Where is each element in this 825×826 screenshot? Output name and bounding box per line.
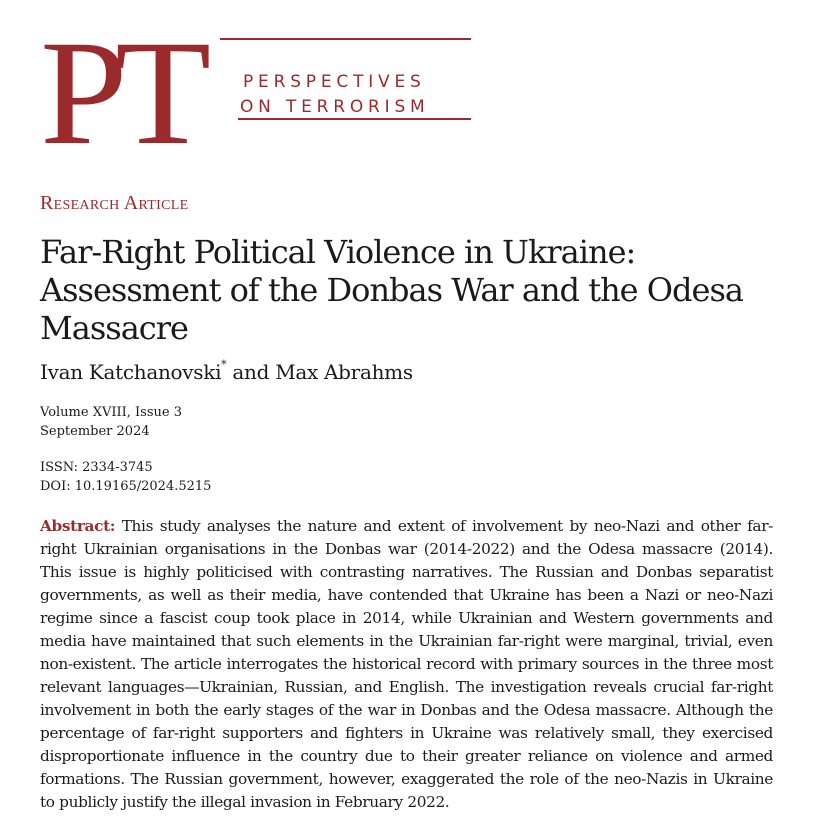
logo-bottom-rule xyxy=(238,118,471,120)
identifiers xyxy=(40,458,211,496)
issue-info xyxy=(40,403,182,441)
issn: ISSN: 2334-3745 xyxy=(40,460,153,475)
article-type-label: Research Article xyxy=(40,192,189,214)
abstract-label: Abstract: xyxy=(40,517,116,535)
author-footnote-mark[interactable]: * xyxy=(221,358,227,371)
logo-line-on-terrorism: ON TERRORISM xyxy=(240,97,430,117)
logo-line-perspectives: PERSPECTIVES xyxy=(243,72,426,92)
author-2: and Max Abrahms xyxy=(226,360,413,384)
abstract-text: This study analyses the nature and extent of involvement by neo-Nazi and other far-right Ukrainian organisations in the Donbas war (2014-2022) and the Odesa massacre (2014). This issue is highly politicised with contrasting narratives. The Russian and Donbas separatist governments, as well as their media, have contended that Ukraine has been a Nazi or neo-Nazi regime since a fascist coup took place in 2014, while Ukrainian and Western governments and media have maintained that such elements in the Ukrainian far-right were marginal, trivial, even non-existent. The article interrogates the historical record with primary sources in the three most relevant languages—Ukrainian, Russian, and English. The investigation reveals crucial far-right involvement in both the early stages of the war in Donbas and the Odesa massacre. Although the percentage of far-right supporters and fighters in Ukraine was relatively small, they exercised disproportionate influence in the country due to their greater reliance on violence and armed formations. The Russian government, however, exaggerated the role of the neo-Nazis in Ukraine to publicly justify the illegal invasion in February 2022. xyxy=(40,517,773,811)
logo-monogram: PT xyxy=(40,10,199,176)
volume-issue: Volume XVIII, Issue 3 xyxy=(40,405,182,420)
author-1: Ivan Katchanovski xyxy=(40,360,222,384)
logo-top-rule xyxy=(220,38,471,40)
author-line xyxy=(40,360,413,384)
doi[interactable]: DOI: 10.19165/2024.5215 xyxy=(40,479,212,494)
journal-logo xyxy=(40,10,480,176)
article-title: Far-Right Political Violence in Ukraine: Assessment of the Donbas War and the Odesa Massacre xyxy=(40,233,743,347)
publication-date: September 2024 xyxy=(40,424,150,439)
abstract xyxy=(40,515,773,814)
